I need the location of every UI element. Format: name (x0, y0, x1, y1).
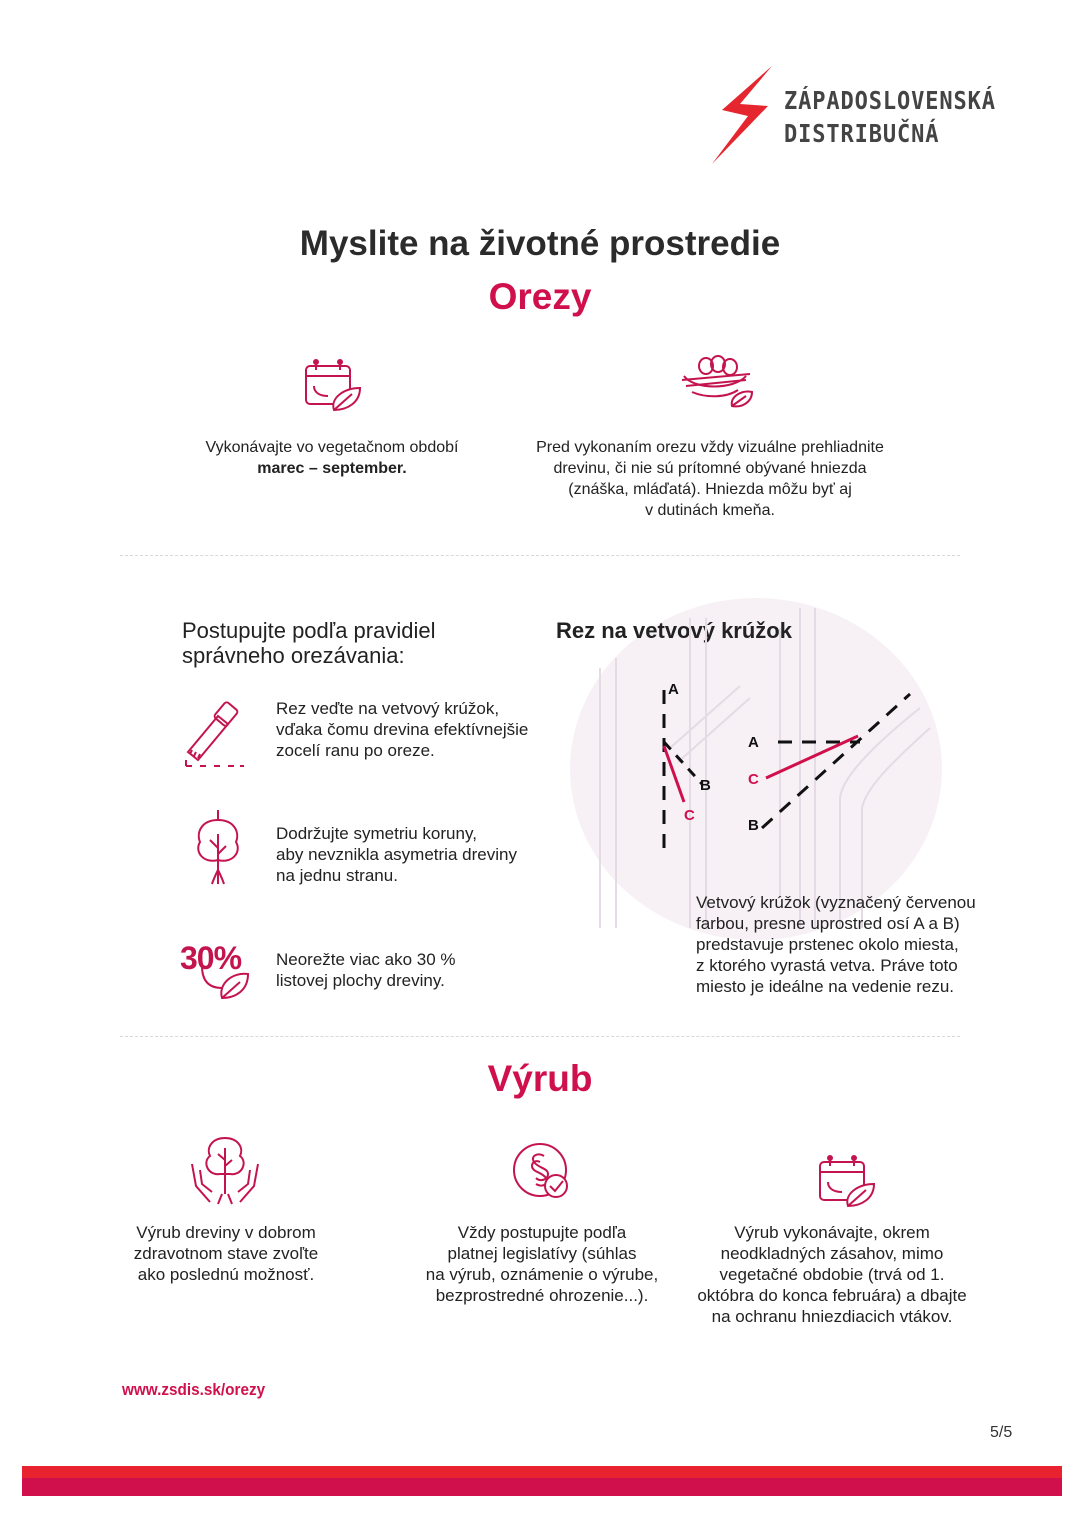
diagram-caption (696, 892, 976, 997)
nests-caption (520, 437, 900, 521)
logo-line-2: DISTRIBUČNÁ (784, 119, 940, 148)
thirty-percent-icon (178, 938, 268, 1002)
diagram-caption-line-3: predstavuje prstenec okolo miesta, (696, 935, 959, 954)
diagram-caption-line-2: farbou, presne uprostred osí A a B) (696, 914, 960, 933)
rule-2-line-3: na jednu stranu. (276, 866, 398, 885)
rule-1-line-1: Rez veďte na vetvový krúžok, (276, 699, 500, 718)
rule-3-text (276, 949, 456, 991)
vyrub-item-3-line-5: na ochranu hniezdiacich vtákov. (711, 1307, 953, 1326)
rule-3-line-1: Neorežte viac ako 30 % (276, 950, 456, 969)
vyrub-item-2-line-1: Vždy postupujte podľa (457, 1223, 627, 1242)
lightning-logo-icon (708, 66, 778, 166)
divider-2 (120, 1036, 960, 1037)
diagram-caption-line-5: miesto je ideálne na vedenie rezu. (696, 977, 954, 996)
orezy-heading: Orezy (488, 276, 592, 317)
calendar-leaf-icon (300, 356, 364, 416)
vyrub-item-2-line-3: na výrub, oznámenie o výrube, (425, 1265, 659, 1284)
calendar-leaf-icon (814, 1152, 878, 1212)
vyrub-item-3-line-3: vegetačné obdobie (trvá od 1. (719, 1265, 945, 1284)
vyrub-item-3-line-2: neodkladných zásahov, mimo (720, 1244, 944, 1263)
diagram-label-a-left: A (668, 681, 679, 698)
diagram-label-b-left: B (700, 777, 711, 794)
rules-heading (182, 618, 435, 668)
diagram-label-c-right: C (748, 771, 759, 788)
nests-line-2: drevinu, či nie sú prítomné obývané hniezda (553, 460, 867, 477)
nests-line-3: (znáška, mláďatá). Hniezda môžu byť aj (568, 481, 852, 498)
page-title: Myslite na životné prostredie (299, 224, 781, 263)
period-bold: marec – september. (257, 460, 407, 477)
saw-icon (182, 700, 248, 770)
rule-2-line-1: Dodržujte symetriu koruny, (276, 824, 477, 843)
logo-line-1: ZÁPADOSLOVENSKÁ (784, 86, 996, 115)
branch-collar-diagram (570, 598, 942, 940)
period-text: Vykonávajte vo vegetačnom období (205, 439, 459, 456)
rule-3-line-2: listovej plochy dreviny. (276, 971, 445, 990)
rule-2-text (276, 823, 517, 886)
diagram-caption-line-4: z ktorého vyrastá vetva. Práve toto (696, 956, 958, 975)
rule-2-line-2: aby nevznikla asymetria dreviny (276, 845, 517, 864)
vyrub-item-3 (672, 1222, 992, 1327)
nests-line-4: v dutinách kmeňa. (645, 502, 775, 519)
footer-bar (22, 1466, 1062, 1496)
vyrub-item-3-line-1: Výrub vykonávajte, okrem (734, 1223, 930, 1242)
vyrub-item-2 (402, 1222, 682, 1306)
vyrub-item-3-line-4: októbra do konca februára) a dbajte (697, 1286, 967, 1305)
diagram-caption-line-1: Vetvový krúžok (vyznačený červenou (696, 893, 976, 912)
footer-url[interactable]: www.zsdis.sk/orezy (122, 1380, 266, 1399)
vyrub-item-1 (106, 1222, 346, 1285)
rule-1-line-2: vďaka čomu drevina efektívnejšie (276, 720, 529, 739)
rules-heading-line-2: správneho orezávania: (182, 643, 405, 668)
bird-nest-icon (680, 354, 754, 416)
vyrub-heading: Výrub (487, 1058, 593, 1099)
diagram-label-b-right: B (748, 817, 759, 834)
rule-1-text (276, 698, 528, 761)
page-number: 5/5 (990, 1424, 1013, 1441)
diagram-label-c-left: C (684, 807, 695, 824)
rules-heading-line-1: Postupujte podľa pravidiel (182, 618, 436, 643)
vyrub-item-2-line-4: bezprostredné ohrozenie...). (435, 1286, 649, 1305)
tree-icon (190, 808, 246, 886)
vyrub-item-1-line-3: ako poslednú možnosť. (137, 1265, 315, 1284)
rule-1-line-3: zocelí ranu po oreze. (276, 741, 435, 760)
vyrub-item-1-line-2: zdravotnom stave zvoľte (133, 1244, 319, 1263)
company-logo (708, 66, 1028, 166)
vyrub-item-2-line-2: platnej legislatívy (súhlas (447, 1244, 637, 1263)
thirty-percent-badge: 30% (180, 940, 242, 976)
vyrub-item-1-line-1: Výrub dreviny v dobrom (136, 1223, 316, 1242)
hands-tree-icon (188, 1134, 262, 1206)
law-check-icon (510, 1140, 574, 1204)
period-caption (182, 437, 482, 479)
diagram-title: Rez na vetvový krúžok (556, 618, 792, 643)
nests-line-1: Pred vykonaním orezu vždy vizuálne prehliadnite (536, 439, 884, 456)
divider-1 (120, 555, 960, 556)
diagram-label-a-right: A (748, 734, 759, 751)
